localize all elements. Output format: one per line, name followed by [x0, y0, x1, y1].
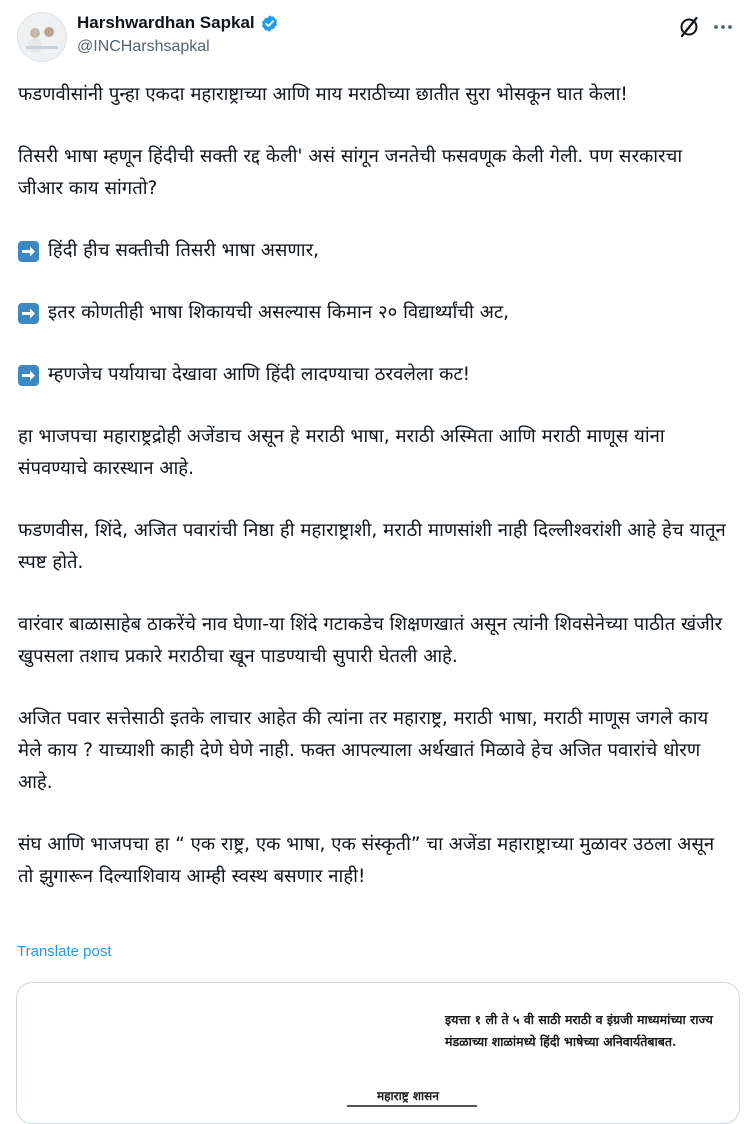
bullet-item	[18, 235, 730, 267]
verified-badge-icon	[260, 14, 279, 33]
document-government: महाराष्ट्र शासन	[377, 1089, 439, 1103]
author-handle[interactable]: @INCHarshsapkal	[77, 38, 210, 55]
right-arrow-icon	[18, 365, 39, 386]
more-icon[interactable]	[711, 15, 735, 39]
document-subject: इयत्ता १ ली ते ५ वी साठी मराठी व इंग्रजी माध्यमांच्या राज्य मंडळाच्या शाळांमध्ये हिंदी भाषेच्या अनिवार्यतेबाबत.	[445, 1012, 713, 1049]
paragraph-5: वारंवार बाळासाहेब ठाकरेंचे नाव घेणा-या शिंदे गटाकडेच शिक्षणखातं असून त्यांनी शिवसेनेच्या पाठीत खंजीर खुपसला तशाच प्रकारे मराठीचा खून पाडण्याची सुपारी घेतली आहे.	[18, 614, 723, 667]
bullet-text: इतर कोणतीही भाषा शिकायची असल्यास किमान २० विद्यार्थ्यांची अट,	[48, 302, 510, 323]
avatar-image	[18, 13, 66, 61]
bullet-item	[18, 359, 730, 391]
grok-icon[interactable]	[677, 15, 701, 39]
right-arrow-icon	[18, 241, 39, 262]
paragraph-7: संघ आणि भाजपचा हा “ एक राष्ट्र, एक भाषा, एक संस्कृती” चा अजेंडा महाराष्ट्राच्या मुळावर उठला असून तो झुगारून दिल्याशिवाय आम्ही स्वस्थ बसणार नाही!	[18, 834, 715, 887]
right-arrow-icon	[18, 303, 39, 324]
attached-document-image[interactable]	[16, 982, 740, 1124]
paragraph-1: फडणवीसांनी पुन्हा एकदा महाराष्ट्राच्या आणि माय मराठीच्या छातीत सुरा भोसकून घात केला!	[18, 84, 628, 105]
post-header	[0, 0, 750, 72]
author-name-row[interactable]	[77, 11, 279, 35]
bullet-item	[18, 297, 730, 329]
author-name[interactable]: Harshwardhan Sapkal	[77, 13, 255, 32]
bullet-text: हिंदी हीच सक्तीची तिसरी भाषा असणार,	[48, 240, 320, 261]
avatar[interactable]	[17, 12, 67, 62]
post-text	[18, 79, 730, 893]
paragraph-6: अजित पवार सत्तेसाठी इतके लाचार आहेत की त्यांना तर महाराष्ट्र, मराठी भाषा, मराठी माणूस जगले काय मेले काय ? याच्याशी काही देणे घेणे नाही. फक्त आपल्याला अर्थखातं मिळावे हेच अजित पवारांचे धोरण आहे.	[18, 708, 709, 793]
paragraph-3: हा भाजपचा महाराष्ट्रद्रोही अजेंडाच असून हे मराठी भाषा, मराठी अस्मिता आणि मराठी माणूस यांना संपवण्याचे कारस्थान आहे.	[18, 426, 665, 479]
bullet-text: म्हणजेच पर्यायाचा देखावा आणि हिंदी लादण्याचा ठरवलेला कट!	[48, 364, 471, 385]
translate-post-link[interactable]: Translate post	[17, 943, 112, 960]
paragraph-2: तिसरी भाषा म्हणून हिंदीची सक्ती रद्द केली' असं सांगून जनतेची फसवणूक केली गेली. पण सरकारचा जीआर काय सांगतो?	[18, 146, 683, 199]
paragraph-4: फडणवीस, शिंदे, अजित पवारांची निष्ठा ही महाराष्ट्राशी, मराठी माणसांशी नाही दिल्लीश्वरांशी आहे हेच यातून स्पष्ट होते.	[18, 520, 726, 573]
